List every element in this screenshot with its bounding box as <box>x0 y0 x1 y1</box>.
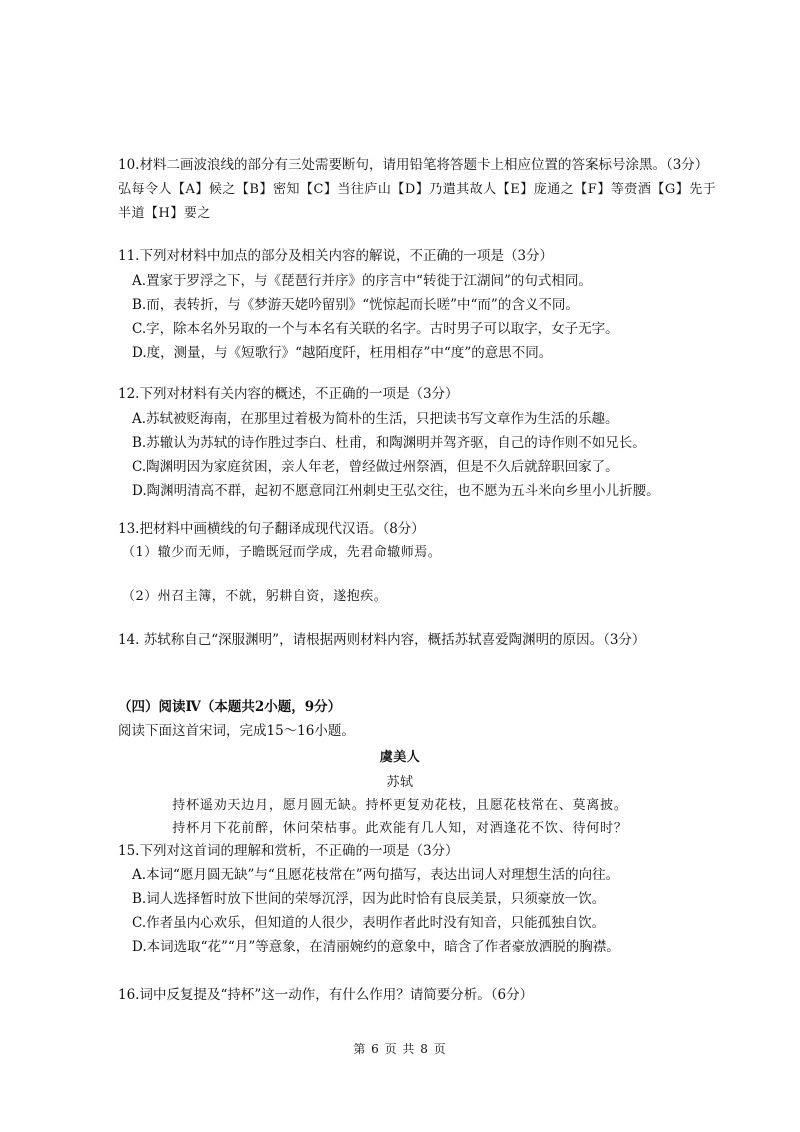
q13-sentence-2: （2）州召主簿，不就，躬耕自资，遂抱疾。 <box>122 589 388 604</box>
q13-stem: 13.把材料中画横线的句子翻译成现代汉语。（8分） <box>118 521 425 537</box>
q11-option-d: D.度，测量，与《短歌行》“越陌度阡，枉用相存”中“度”的意思不同。 <box>132 345 553 361</box>
q10-text-line1: 弘每令人【A】候之【B】密知【C】当往庐山【D】乃遣其故人【E】庞通之【F】等赍酒【G】先于 <box>118 182 717 197</box>
page-number: 第 6 页 共 8 页 <box>353 1042 447 1056</box>
q11-option-b: B.而，表转折，与《梦游天姥吟留别》“恍惊起而长嗟”中“而”的含义不同。 <box>132 297 579 313</box>
q16-stem: 16.词中反复提及“持杯”这一动作，有什么作用？请简要分析。（6分） <box>118 987 534 1003</box>
q13-sentence-1: （1）辙少而无师，子瞻既冠而学成，先君命辙师焉。 <box>122 545 442 560</box>
poem-line-2: 持杯月下花前醉，休问荣枯事。此欢能有几人知，对酒逢花不饮、待何时？ <box>172 821 628 836</box>
q12-option-b: B.苏辙认为苏轼的诗作胜过李白、杜甫，和陶渊明并驾齐驱，自己的诗作则不如兄长。 <box>132 435 646 451</box>
q10-text-line2: 半道【H】要之 <box>118 206 211 221</box>
q15-option-a: A.本词“愿月圆无缺”与“且愿花枝常在”两句描写，表达出词人对理想生活的向往。 <box>132 867 620 883</box>
q11-option-a: A.置家于罗浮之下，与《琵琶行并序》的序言中“转徙于江湖间”的句式相同。 <box>132 273 592 289</box>
section4-heading: （四）阅读Ⅳ（本题共2小题，9分） <box>118 699 342 715</box>
q12-option-a: A.苏轼被贬海南，在那里过着极为简朴的生活，只把读书写文章作为生活的乐趣。 <box>132 411 619 427</box>
q11-stem: 11.下列对材料中加点的部分及相关内容的解说，不正确的一项是（3分） <box>118 248 554 264</box>
poem-line-1: 持杯遥劝天边月，愿月圆无缺。持杯更复劝花枝，且愿花枝常在、莫离披。 <box>172 798 628 813</box>
q12-option-d: D.陶渊明清高不群，起初不愿意同江州刺史王弘交往，也不愿为五斗米向乡里小儿折腰。 <box>132 483 660 499</box>
section4-intro: 阅读下面这首宋词，完成15～16小题。 <box>118 723 355 739</box>
q15-option-c: C.作者虽内心欢乐，但知道的人很少，表明作者此时没有知音，只能孤独自饮。 <box>132 915 606 931</box>
q12-stem: 12.下列对材料有关内容的概述，不正确的一项是（3分） <box>118 386 459 402</box>
q15-stem: 15.下列对这首词的理解和赏析，不正确的一项是（3分） <box>118 843 459 859</box>
q10-stem: 10.材料二画波浪线的部分有三处需要断句，请用铅笔将答题卡上相应位置的答案标号涂黑。（3分） <box>118 157 709 173</box>
q11-option-c: C.字，除本名外另取的一个与本名有关联的名字。古时男子可以取字，女子无字。 <box>132 321 619 337</box>
q15-option-b: B.词人选择暂时放下世间的荣辱沉浮，因为此时恰有良辰美景，只须豪放一饮。 <box>132 891 606 907</box>
poem-title: 虞美人 <box>379 750 421 765</box>
poem-author: 苏轼 <box>386 775 414 790</box>
q12-option-c: C.陶渊明因为家庭贫困，亲人年老，曾经做过州祭酒，但是不久后就辞职回家了。 <box>132 459 619 475</box>
q15-option-d: D.本词选取“花”“月”等意象，在清丽婉约的意象中，暗含了作者豪放洒脱的胸襟。 <box>132 939 620 955</box>
q14-stem: 14. 苏轼称自己“深服渊明”，请根据两则材料内容，概括苏轼喜爱陶渊明的原因。（3分） <box>118 632 646 648</box>
